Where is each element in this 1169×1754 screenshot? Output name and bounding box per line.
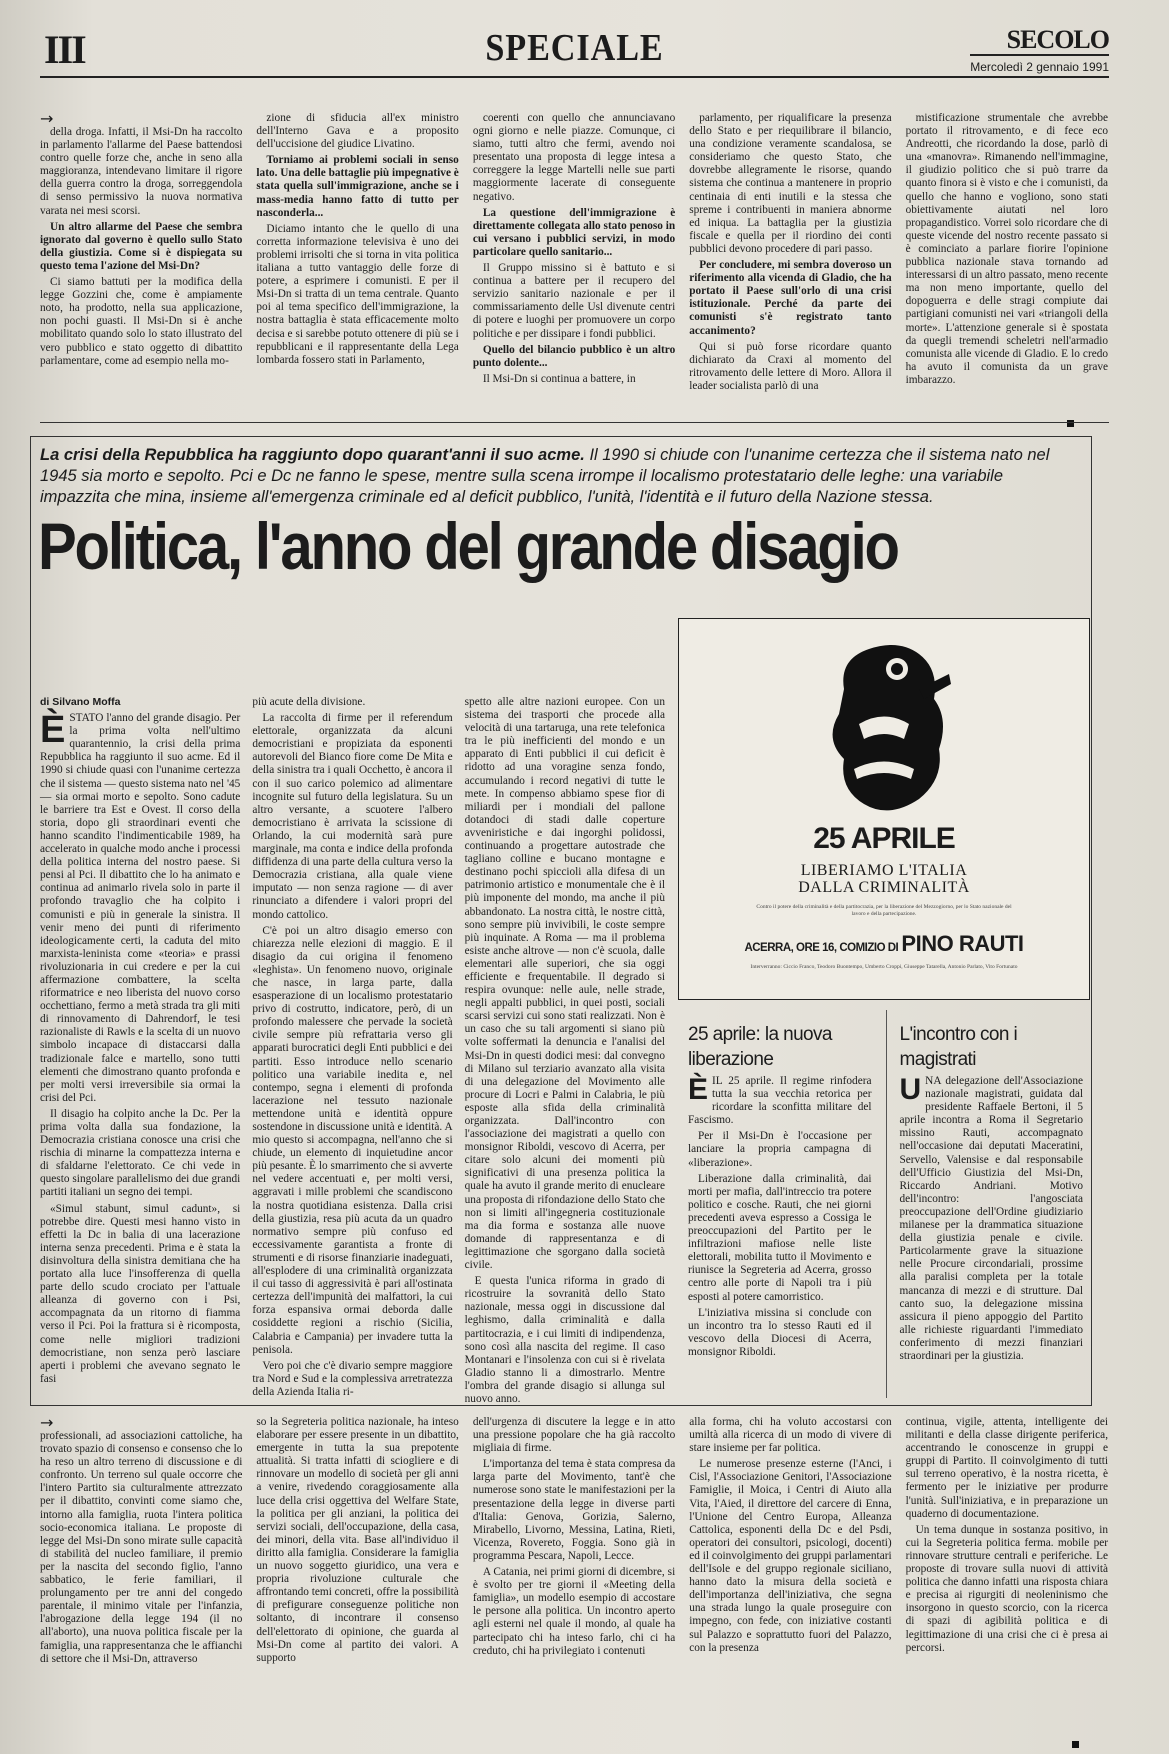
paragraph: Le numerose presenze esterne (l'Anci, i Cisl, l'Associazione Genitori, l'Associazione Famiglie, il Moica, i Centri di Aiuto alla Vita, l'Aied, il direttore del carcere di Enna, l'Unione del Centro Europa, Alleanza Cattolica, esponenti della Dc e del Psdi, operatori dei consultori, psicologi, docenti) ed il coinvolgimento dei gruppi parlamentari dell'Isole e del gruppo regionale siciliano, hanno dato la misura della società e dell'importanza dell'iniziativa, che segna una strada lungo la quale proseguire con impegno, con fede, con iniziative costanti sul Palazzo e soprattutto fuori del Palazzo, con la presenza bbox=[689, 1458, 892, 1654]
article-deck bbox=[40, 445, 1050, 508]
feature-column-2 bbox=[252, 696, 452, 1396]
paragraph: E questa l'unica riforma in grado di ricostruire la sovranità dello Stato nazionale, messa oggi in discussione dal leghismo, dalla criminalità e dalla partitocrazia, e i cui limiti di indipendenza, sono così alla nascita del regime. Il caso Montanari e l'insolenza con cui si è rivelata Gladio stanno li a dimostrarlo. Mentre l'ombra del grande disagio si allunga sul nuovo anno. bbox=[464, 1275, 665, 1405]
paragraph: Un altro allarme del Paese che sembra ignorato dal governo è quello sullo Stato della giustizia. Come si è dispiegata su questo tema l'azione del Msi-Dn? bbox=[40, 220, 243, 272]
paragraph: più acute della divisione. bbox=[252, 696, 366, 708]
paragraph: dell'urgenza di discutere la legge e in atto una pressione popolare che ha già raccolto migliaia di firme. bbox=[472, 1416, 676, 1455]
continued-arrow-icon: → bbox=[40, 109, 54, 128]
poster-figure-illustration bbox=[799, 629, 969, 819]
poster-title: 25 APRILE bbox=[813, 822, 955, 855]
drop-cap: È bbox=[40, 709, 66, 752]
issue-date: Mercoledì 2 gennaio 1991 bbox=[970, 60, 1109, 74]
column-divider bbox=[886, 1010, 887, 1398]
paragraph-text: NA delegazione dell'Associazione nazionale magistrati, guidata dal presidente Raffaele Bertoni, il 5 aprile incontra a Roma il Segretario missino Rauti, accompagnato nell'occasione dai deputati Maceratini, Servello, Valensise e dal responsabile dell'Ufficio Giustizia del Msi-Dn, Riccardo Andriani. Motivo dell'incontro: l'angosciata preoccupazione dell'Ordine giudiziario milanese per la drammatica situazione della giustizia penale e civile. Particolarmente grave la situazione nelle Procure circondariali, prossime alla paralisi completa per la totale mancanza di mezzi e di strutture. Dal canto suo, la delegazione missina assicura il pieno appoggio del Partito alle richieste riguardanti l'immediato conferimento di mezzi finanziari straordinari per la giustizia. bbox=[899, 1075, 1083, 1362]
deck-lead: La crisi della Repubblica ha raggiunto dopo quarant'anni il suo acme. bbox=[40, 446, 585, 464]
paragraph: Quello del bilancio pubblico è un altro punto dolente... bbox=[472, 343, 676, 369]
paragraph: L'importanza del tema è stata compresa da larga parte del Movimento, tant'è che numerose sono state le manifestazioni per la presentazione della legge in diverse parti d'Italia: Genova, Gorizia, Salerno, Mirabello, Livorno, Messina, Latina, Rieti, Vicenza, Rovereto, Foggia. Sono già in programma Pescara, Napoli, Lecce. bbox=[472, 1458, 676, 1562]
section-title: SPECIALE bbox=[485, 27, 664, 69]
deck-text: Il 1990 si chiude con l'unanime certezza che il sistema nato nel 1945 sia morto e sepolto. Pci e Dc ne fanno le spese, mentre sulla scena irrompe il localismo protestatario delle leghe: una variabile impazzita che mina, insieme all'emergenza criminale ed al deficit pubblico, l'unità, l'identità e il futuro della Nazione stessa. bbox=[40, 446, 1050, 506]
poster-fine-print: Contro il potere della criminalità e della partitocrazia, per la liberazione del Mezzogiorno, per lo Stato nazionale del lavoro e della partecipazione. bbox=[756, 904, 1012, 917]
paragraph: spetto alle altre nazioni europee. Con un sistema dei trasporti che procede alla velocità di una tartaruga, una rete telefonica tra le più inefficienti del mondo e un apparato di Enti pubblici il cui deficit è ridotto ad una voragine senza fondo, accumulando i record negativi di tutte le mete. In compenso abbiamo spese fior di miliardi per i mondiali del pallone dotandoci di stadi dalle coperture avveniristiche e dai ingorghi polidossi, continuando a progettare autostrade che tagliano colline e bucano montagne e destinano pochi spiccioli alla difesa di un patrimonio artistico e monumentale che è il più imponente del mondo, ma anche il più abbandonato. La nostra città, le nostre città, sono sempre più invivibili, le coste sempre più inquinate. A Roma — ma il problema esiste anche altrove — non c'è scuola, dalle elementari alle superiori, che sia oggi efficiente e frequentabile. Il degrado si respira ovunque: nelle aule, nelle strade, negli appalti pubblici, in quei posti, sociali scarsi servizi cui sono stati realizzati. Non è un caso che su tali argomenti si siano più volte soffermati la denuncia e l'analisi del Msi-Dn in questi dodici mesi: dal convegno di Milano sul terziario avanzato alla visita di una delegazione del Movimento alle procure di Locri e Palmi in Calabria, le più esposte alla sfida della criminalità organizzata. Dall'incontro con l'associazione dei magistrati a quello con monsignor Riboldi, vescovo di Acerra, per citare solo alcuni dei momenti più significativi di una presenza politica la quale ha avuto il grande merito di enucleare una proposta di rifondazione dello Stato che non si limiti all'ingegneria costituzionale ma dia forma e sostanza alle nuove domande di rappresentanza e di legittimazione che sgorgano dalla società civile. bbox=[464, 696, 665, 1272]
top-column-5 bbox=[906, 112, 1108, 404]
top-column-2 bbox=[256, 112, 458, 404]
masthead bbox=[970, 26, 1109, 74]
paragraph: La raccolta di firme per il referendum elettorale, organizzata da alcuni democristiani e propiziata da esponenti autorevoli del Bianco fiore come De Mita e della sinistra tra i quali Occhetto, è ancora il con il suo carico polemico ad alimentare incognite sul futuro della legislatura. Su un altro versante, a scuotere l'albero democristiano è arrivata la scissione di Orlando, la cui modernità sarà pure marginale, ma conta e indice della profonda diffidenza di una parte della cultura verso la Democrazia cristiana, alla quale viene imputato — non senza ragione — di aver rinunciato a difendere i valori propri del mondo cattolico. bbox=[252, 712, 453, 921]
rally-poster bbox=[678, 618, 1090, 1000]
paragraph: mistificazione strumentale che avrebbe portato il ritrovamento, e di fece eco Andreotti, che ricordando la dose, parlò di una «manovra». Rimanendo nell'immagine, il giudizio politico che si può trarre da quanto finora si è visto e che i comunisti, da quello che hanno e vogliono, sono stati obiettivamente aiutati nel loro propagandistico. Vorrei solo ricordare che di queste vicende del nostro recente passato si è cominciato a parlare fiorire l'opinione pubblica nazionale stava tornando ad interessarsi di un altro passato, meno recente ma non meno importante, quello del dopoguerra e delle stragi compiute dai partigiani comunisti nei vari «triangoli della morte». L'attenzione generale si è spostata da quegli tremendi scheletri nell'armadio comunista alle vicende di Gladio. E lo credo ha avuto il comunista da un grave imbarazzo. bbox=[905, 112, 1109, 386]
sidebar-title: L'incontro con i magistrati bbox=[899, 1024, 1018, 1070]
bottom-column-4 bbox=[689, 1416, 891, 1738]
drop-cap: U bbox=[899, 1073, 922, 1106]
drop-cap: È bbox=[688, 1073, 709, 1106]
paragraph bbox=[688, 1075, 872, 1127]
poster-subtitle-line: LIBERIAMO L'ITALIA bbox=[800, 862, 968, 879]
paragraph: della droga. Infatti, il Msi-Dn ha raccolto in parlamento l'allarme del Paese battendosi contro quelle forze che, anche in seno alla maggioranza, intendevano limitare il rigore della guerra contro la droga, sorreggendola di senso permissivo la nuova normativa varata nei mesi scorsi. bbox=[40, 126, 243, 217]
paragraph bbox=[40, 709, 241, 1105]
paragraph: Il Msi-Dn si continua a battere, in bbox=[482, 372, 636, 385]
newspaper-logo: SECOLO bbox=[970, 26, 1109, 56]
top-column-1 bbox=[40, 109, 243, 404]
paragraph-text: STATO l'anno del grande disagio. Per la prima volta nell'ultimo quarantennio, la crisi della prima Repubblica ha raggiunto il suo acme. Ed il 1990 si chiude quasi con l'unanime certezza che il sistema — questo sistema nato nel '45 — sia ormai morto e sepolto. Sono cadute le barriere tra Est e Ovest. Il corso della storia, dopo gli straordinari eventi che hanno scandito l'indimenticabile 1989, ha accelerato in qualche modo anche i processi della politica interna del nostro paese. Si pensi al Pci. Il dibattito che lo ha animato e continua ad animarlo rivela solo in parte il profondo travaglio che ha colpito i comunisti e più in generale la sinistra. Il venir meno dei punti di riferimento ideologicamente certi, la caduta del mito marxista-leninista come «teoria» e prassi rivoluzionaria in cui credere e per la cui affermazione combattere, la scelta riformatrice e neo liberista del nuovo corso occhettiano, fermo a metà strada tra gli miti di rinnovamento di Dahrendorf, le tesi razionaliste di Rawls e la scelta di un nuovo simbolo incapace di distaccarsi dalla tradizionale falce e martello, sono tutti elementi che dimostrano quanto profonda e per molti versi irreversibile sia ormai la crisi del Pci. bbox=[40, 712, 241, 1104]
page-number: III bbox=[44, 27, 85, 72]
paragraph: Diciamo intanto che le quello di una corretta informazione televisiva è uno dei problemi irrisolti che si torna in vita politica italiana a tutto vantaggio delle forze di potere, a esprimere i comunisti. E per il Msi-Dn si tratta di un tema centrale. Quanto poi al tema specifico dell'immigrazione, la nostra battaglia è stata efficacemente molto decisa e si sarebbe potuto ottenere di più se i repubblicani e il rappresentante della Lega lombarda fossero stati in Parlamento, bbox=[256, 222, 459, 366]
paragraph: parlamento, per riqualificare la presenza dello Stato e per riequilibrare il bilancio, una condizione veramente scandalosa, se consideriamo che questo Stato, che dovrebbe allegramente le risorse, quando sistema che continua a mantenere in proprio centinaia di enti inutili e la stessa che spreme i contribuenti in maniera abnorme ed iniqua. La battaglia per la giustizia fiscale e quella per il riordino dei conti pubblici devono procedere di pari passo. bbox=[689, 112, 892, 255]
paragraph: Per concludere, mi sembra doveroso un riferimento alla vicenda di Gladio, che ha portato il Paese sull'orlo di una crisi istituzionale. Perché da parte dei comunisti s'è registrato tanto accanimento? bbox=[689, 259, 892, 337]
paragraph-text: IL 25 aprile. Il regime rinfodera tutta la sua vecchia retorica per ricordare la sconfitta militare del Fascismo. bbox=[688, 1075, 872, 1127]
bottom-article-columns bbox=[40, 1413, 1109, 1738]
rally-speaker: PINO RAUTI bbox=[901, 931, 1024, 956]
paragraph: Liberazione dalla criminalità, dai morti per mafia, dall'intreccio tra potere politico e cosche. Rauti, che nei giorni precedenti aveva espresso a Cossiga le preoccupazioni del Partito per le infiltrazioni mafiose nelle liste elettorali, mobilita tutto il Movimento e riunisce la Segreteria ad Acerra, grosso centro alle porte di Napoli tra i più esposti al potere camorristico. bbox=[688, 1172, 872, 1303]
paragraph: Ci siamo battuti per la modifica della legge Gozzini che, come è ampiamente noto, ha prodotto, nella sua applicazione, non pochi guasti. Il Msi-Dn si è anche mobilitato quando solo lo stato illustrato del vero pubblico e stato oggetto di dibattito parlamentare, come ad esempio nella mo- bbox=[40, 276, 243, 367]
paragraph: Per il Msi-Dn è l'occasione per lanciare la propria campagna di «liberazione». bbox=[688, 1130, 872, 1169]
headline: Politica, l'anno del grande disagio bbox=[38, 509, 898, 583]
paragraph: zione di sfiducia all'ex ministro dell'Interno Gava e a proposito dell'uccisione del giudice Livatino. bbox=[256, 112, 459, 151]
poster-subtitle bbox=[679, 862, 1089, 896]
paragraph: Il disagio ha colpito anche la Dc. Per la prima volta dalla sua fondazione, la Democrazia cristiana conosce una crisi che rischia di minarne la compattezza interna e di sfaldarne l'elettorato. Ce chi vede in questo singolare parallelismo dei due grandi partiti italiani un segno dei tempi. bbox=[40, 1107, 241, 1199]
feature-column-1 bbox=[40, 696, 240, 1396]
top-column-3 bbox=[473, 112, 675, 404]
feature-columns bbox=[40, 696, 665, 1405]
bottom-column-1 bbox=[40, 1413, 243, 1738]
top-article-columns bbox=[40, 109, 1109, 404]
sidebar-liberazione bbox=[688, 1022, 872, 1394]
divider bbox=[40, 422, 1109, 423]
byline: di Silvano Moffa bbox=[40, 696, 121, 708]
paragraph: La questione dell'immigrazione è direttamente collegata allo stato penoso in cui versano i pubblici servizi, in modo particolare quello sanitario... bbox=[472, 206, 676, 258]
paragraph: A Catania, nei primi giorni di dicembre, si è svolto per tre giorni il «Meeting della famiglia», un modello esempio di accostare le persone alla politica. Un incontro aperto agli esterni nel quale il mondo, al quale ha partecipato chi ha inteso farlo, chi ci ha creduto, chi ha privilegiato i contenuti bbox=[472, 1566, 676, 1657]
bottom-column-3 bbox=[473, 1416, 675, 1738]
paragraph: Qui si può forse ricordare quanto dichiarato da Craxi al momento del ritrovamento delle lettere di Moro. Allora il leader socialista parlò di una bbox=[689, 340, 892, 392]
paragraph: continua, vigile, attenta, intelligente dei militanti e della classe dirigente periferica, accentrando le conoscenze in gruppi e gruppi di Partito. Il coinvolgimento di tutti sul terreno operativo, è la nostra ricetta, è fermento per le iniziative per produrre l'unità. Sull'iniziativa, e in preparazione un quaderno di documentazione. bbox=[905, 1416, 1109, 1520]
sidebar-title: 25 aprile: la nuova liberazione bbox=[688, 1024, 832, 1070]
paragraph: Vero poi che c'è divario sempre maggiore tra Nord e Sud e la complessiva arretratezza della Azienda Italia ri- bbox=[252, 1359, 453, 1398]
paragraph bbox=[900, 1075, 1084, 1363]
bottom-column-2 bbox=[256, 1416, 458, 1738]
continued-arrow-icon: → bbox=[40, 1413, 54, 1432]
paragraph: C'è poi un altro disagio emerso con chiarezza nelle elezioni di maggio. E il disagio da cui origina il fenomeno «leghista». Un fenomeno nuovo, originale che nasce, in larga parte, dalla esasperazione di un localismo protestatario privo di costrutto, indicatore, però, di un profondo malessere che pervade la società civile sempre più refrattaria verso gli apparati burocratici degli Enti pubblici e dei partiti. Esso introduce nello scenario politico una variabile inedita e, nel contempo, segna i elementi di profonda lacerazione nel tessuto nazionale mettendone unità e identità oppure sostendone in discussione unità e identità. A mio questo si accompagna, nell'anno che si chiude, un elemento di inquietudine ancor più pesante. È lo smarrimento che si avverte nel vedere accentuati e, per molti versi, aggravati i mille problemi che scandiscono la nostra quotidiana esistenza. Dalla crisi della giustizia, resa più acuta da un quadro normativo sempre più confuso ed eccessivamente garantista a fronte di strumenti e di risorse finanziarie inadeguati, all'esplodere di una criminalità organizzata il cui tasso di aggressività è pari all'ostinata certezza dell'impunità dei malfattori, la cui forza espansiva ormai deborda dalle cosiddette regioni a rischio (Sicilia, Calabria e Campania) per invadere tutta la penisola. bbox=[252, 924, 453, 1356]
paragraph: so la Segreteria politica nazionale, ha inteso elaborare per essere presente in un dibattito, emergente in tutta la sua prepotente attualità. Si tratta infatti di sciogliere e di rinnovare un modello di società per gli anni a venire, rivedendo coraggiosamente alla luce della crisi oggettiva del Welfare State, la politica per gli anziani, la politica dei servizi sociali, dell'occupazione, della casa, dei minori, della vita. Base all'individuo il diritto alla famiglia. Considerare la famiglia un nuovo soggetto giuridico, una vera e propria rivoluzione culturale che affrontando temi concreti, offre la possibilità di prefigurare conseguenze politiche non soltanto, di incontrare il consenso dell'elettorato di opinione, che guarda al Msi-Dn come al partito dei valori. A supporto bbox=[256, 1416, 459, 1664]
rally-prefix: ACERRA, ORE 16, COMIZIO DI bbox=[744, 942, 899, 954]
sidebar-magistrati bbox=[900, 1022, 1084, 1394]
paragraph: «Simul stabunt, simul cadunt», si potrebbe dire. Questi mesi hanno visto in effetti la Dc in balia di una lacerazione interna senza precedenti. Prima e è stata la disinvoltura della sinistra demitiana che ha portato alla luce l'insofferenza di quella parte dello scudo crociato per l'attuale alleanza di governo con i Psi, accompagnata da un ritorno di fiamma verso il Pci. Poi la frattura si è ricomposta, come nelle migliori tradizioni democristiane, non senza però lasciare aperti i problemi che avevano segnato le fasi bbox=[40, 1202, 241, 1385]
paragraph: Un tema dunque in sostanza positivo, in cui la Segreteria politica ferma. mobile per rinnovare strutture centrali e periferiche. Le proposte di trovare sulla nuovi di attività politica che danno infatti una risposta chiara e precisa ai rigurgiti di neoleninismo che insorgono in questo scorcio, con la ricerca di spazi di agibilità politica e di legittimazione di una crisi che ci è presa ai percorsi. bbox=[905, 1523, 1109, 1654]
bottom-column-5 bbox=[906, 1416, 1108, 1738]
paragraph: Il Gruppo missino si è battuto e si continua a battere per il recupero del servizio sanitario nazionale e per il commissariamento delle Usl divenute centri di potere e luoghi per promuovere un corpo politiche e per dissipare i fondi pubblici. bbox=[472, 262, 676, 340]
paragraph: alla forma, chi ha voluto accostarsi con umiltà alla ricerca di un modo di vivere di stare insieme per far politica. bbox=[689, 1416, 892, 1455]
poster-speakers-list: Interverranno: Ciccio Franco, Teodoro Buontempo, Umberto Croppi, Giuseppe Tatarella, Antonio Parlato, Vito Fortunato bbox=[750, 964, 1018, 970]
paragraph: coerenti con quello che annunciavano ogni giorno e nelle piazze. Comunque, ci siamo, tutti altro che fermi, avendo noi presentato una proposta di legge intesa a correggere la legge Martelli nelle sue parti maggiormente lacerate di conseguente negativo. bbox=[472, 112, 676, 203]
page-header bbox=[40, 20, 1109, 78]
poster-rally-line bbox=[679, 931, 1089, 957]
end-mark-icon bbox=[1063, 414, 1074, 432]
paragraph: Torniamo ai problemi sociali in senso lato. Una delle battaglie più impegnative è stata quella sull'immigrazione, anche se i mass-media hanno fatto di tutto per nasconderla... bbox=[256, 154, 459, 219]
paragraph: L'iniziativa missina si conclude con un incontro tra lo stesso Rauti ed il vescovo della Diocesi di Acerra, monsignor Riboldi. bbox=[688, 1306, 872, 1358]
feature-column-3 bbox=[464, 696, 665, 1405]
paragraph: professionali, ad associazioni cattoliche, ha trovato spazio di consenso e consenso che lo ha reso un altro terreno di discussione e di confronto. Un terreno sul quale occorre che l'intero Partito sia culturalmente attrezzato per il dibattito, convinti come siamo che, intorno alla famiglia, ruota l'intera politica socio-economica italiana. Le proposte di legge del Msi-Dn sono mirate sulle capacità di stabilità del nucleo familiare, il premio per la nascita del secondo figlio, l'anno sabbatico, le ferie familiari, il prolungamento per tre anni del congedo parentale, il minimo vitale per l'infanzia, l'abrogazione della legge 194 (il no all'aborto), una nuova politica fiscale per la famiglia, una rappresentanza che le affianchi di settore che il Msi-Dn, attraverso bbox=[40, 1430, 243, 1665]
poster-subtitle-line: DALLA CRIMINALITÀ bbox=[798, 879, 970, 896]
top-column-4 bbox=[689, 112, 891, 404]
end-mark-icon bbox=[1068, 1735, 1079, 1753]
